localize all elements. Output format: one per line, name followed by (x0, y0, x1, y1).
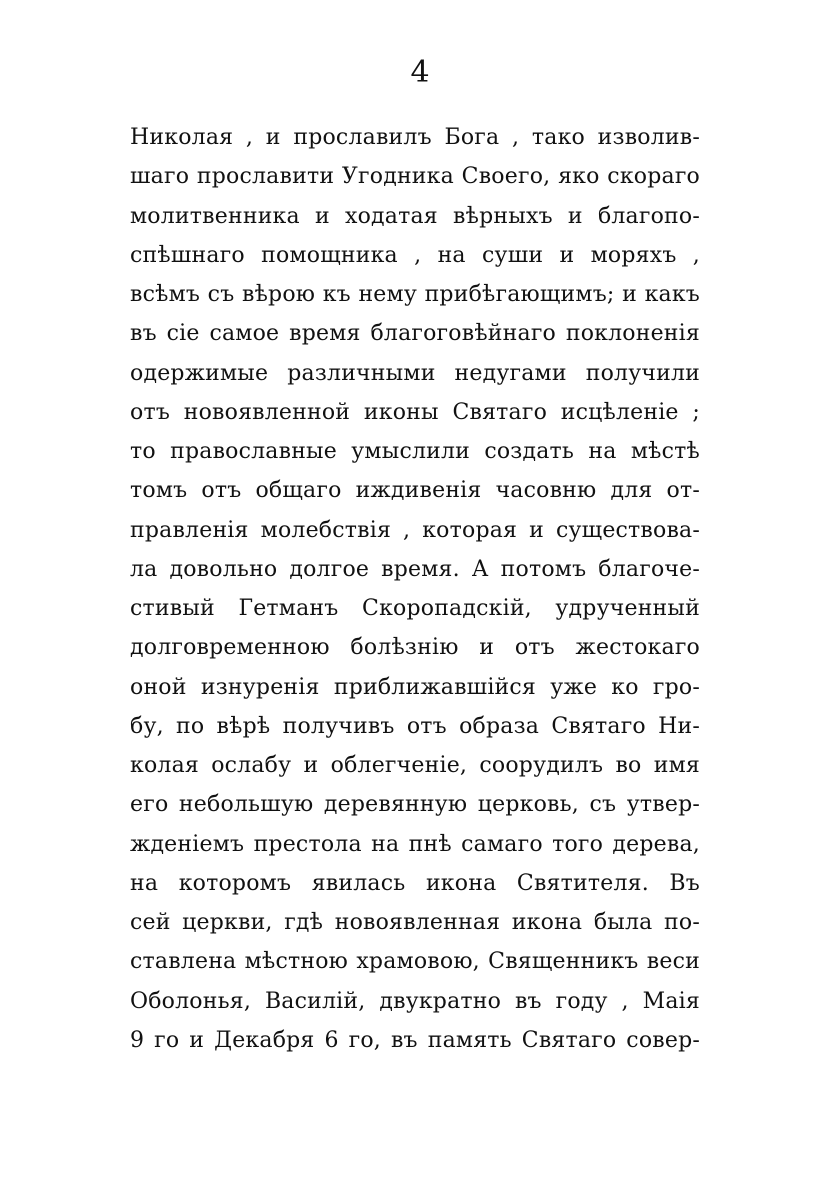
text-line: молитвенника и ходатая вѣрныхъ и благопо- (130, 203, 700, 229)
text-line: Николая , и прославилъ Бога , тако изволив- (130, 125, 700, 150)
text-line: шаго прославити Угодника Своего, яко скораго (130, 164, 700, 190)
text-line: сей церкви, гдѣ новоявленная икона была по- (130, 910, 700, 935)
text-line: на которомъ явилась икона Святителя. Въ (130, 870, 700, 896)
text-line: всѣмъ съ вѣрою къ нему прибѣгающимъ; и какъ (130, 282, 700, 307)
text-line: колая ослабу и облегченіе, соорудилъ во имя (130, 753, 700, 778)
text-line: долговременною болѣзнію и отъ жестокаго (130, 635, 700, 661)
text-line: бу, по вѣрѣ получивъ отъ образа Святаго Ни- (130, 713, 700, 739)
text-line: отъ новоявленной иконы Святаго исцѣленіе ; (130, 399, 700, 425)
text-line: Оболонья, Василій, двукратно въ году , Маія (130, 988, 700, 1014)
body-text (130, 118, 700, 1060)
text-line: одержимые различными недугами получили (130, 360, 700, 386)
text-line: ставлена мѣстною храмовою, Священникъ веси (130, 949, 700, 975)
text-line: стивый Гетманъ Скоропадскій, удрученный (130, 596, 700, 621)
text-line: правленія молебствія , которая и существова- (130, 517, 700, 543)
text-line: томъ отъ общаго иждивенія часовню для от- (130, 478, 700, 504)
text-line: оной изнуренія приближавшійся уже ко гро- (130, 674, 700, 700)
text-line: въ сіе самое время благоговѣйнаго поклоненія (130, 321, 700, 347)
text-line: то православные умыслили создать на мѣстѣ (130, 439, 700, 464)
text-line: ла довольно долгое время. А потомъ благоче- (130, 556, 700, 582)
text-line: 9 го и Декабря 6 го, въ память Святаго совер- (130, 1027, 700, 1053)
text-line: его небольшую деревянную церковь, съ утвер- (130, 792, 700, 818)
text-line: жденіемъ престола на пнѣ самаго того дерева, (130, 831, 700, 857)
page-number: 4 (410, 55, 430, 90)
text-line: спѣшнаго помощника , на суши и моряхъ , (130, 242, 700, 268)
